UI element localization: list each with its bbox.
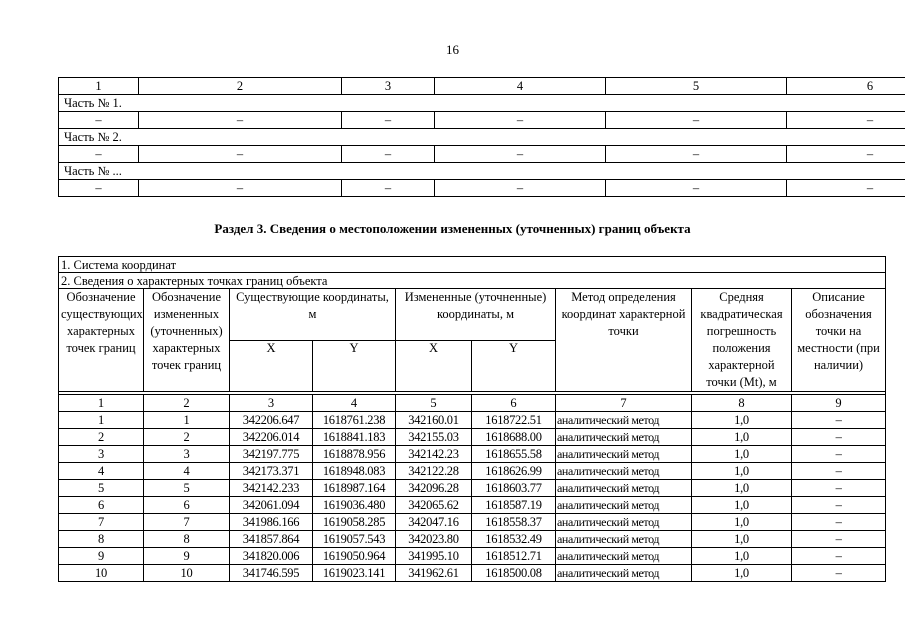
column-number-cell: 6	[472, 395, 556, 412]
column-number-cell: 1	[59, 78, 139, 95]
table-cell: –	[342, 146, 435, 163]
table-cell: 10	[59, 565, 144, 582]
table-cell: 342142.23	[396, 446, 472, 463]
table-cell: –	[435, 112, 606, 129]
table-cell: –	[792, 548, 886, 565]
table-row	[59, 548, 886, 565]
table-cell: 1	[144, 412, 230, 429]
table-cell: –	[792, 497, 886, 514]
table-cell: –	[342, 112, 435, 129]
boundary-points-row: 2. Сведения о характерных точках границ объекта	[59, 273, 886, 289]
table-cell: 1618761.238	[313, 412, 396, 429]
table-cell: аналитический метод	[556, 565, 692, 582]
table-cell: 342065.62	[396, 497, 472, 514]
table-row	[59, 146, 905, 163]
table-cell: –	[139, 146, 342, 163]
table-cell: 341986.166	[230, 514, 313, 531]
table-row	[59, 514, 886, 531]
table-cell: 342206.647	[230, 412, 313, 429]
column-number-cell: 4	[313, 395, 396, 412]
header-existing-designation: Обозначение существующих характерных точек границ	[59, 289, 144, 392]
table-cell: 342160.01	[396, 412, 472, 429]
table-cell: 4	[59, 463, 144, 480]
table-cell: –	[606, 112, 787, 129]
table-cell: 1618987.164	[313, 480, 396, 497]
column-number-cell: 2	[139, 78, 342, 95]
table-cell: 342023.80	[396, 531, 472, 548]
table-cell: аналитический метод	[556, 514, 692, 531]
table-cell: аналитический метод	[556, 412, 692, 429]
table-row	[59, 112, 905, 129]
table-cell: 1618688.00	[472, 429, 556, 446]
table-cell: 1618948.083	[313, 463, 396, 480]
table-cell: 1618841.183	[313, 429, 396, 446]
table-cell: 341746.595	[230, 565, 313, 582]
table-cell: –	[792, 531, 886, 548]
table-cell: 1618512.71	[472, 548, 556, 565]
table-cell: 9	[59, 548, 144, 565]
table-cell: 1618587.19	[472, 497, 556, 514]
table-cell: 2	[59, 429, 144, 446]
table-cell: 1,0	[692, 548, 792, 565]
table-cell: –	[139, 180, 342, 197]
table-cell: –	[342, 180, 435, 197]
table-cell: –	[139, 112, 342, 129]
column-number-cell: 5	[606, 78, 787, 95]
table-row	[59, 412, 886, 429]
table-row	[59, 446, 886, 463]
table-cell: аналитический метод	[556, 497, 692, 514]
table-cell: 1619057.543	[313, 531, 396, 548]
table-cell: –	[606, 180, 787, 197]
table-cell: –	[787, 146, 905, 163]
table-cell: 1619058.285	[313, 514, 396, 531]
header-existing-coords: Существующие координаты, м	[230, 289, 396, 341]
table-cell: 6	[144, 497, 230, 514]
column-number-cell: 6	[787, 78, 905, 95]
table-cell: 1,0	[692, 412, 792, 429]
column-number-cell: 1	[59, 395, 144, 412]
table-row	[59, 531, 886, 548]
column-number-cell: 3	[230, 395, 313, 412]
table-cell: –	[435, 146, 606, 163]
table-row	[59, 463, 886, 480]
table-cell: 342096.28	[396, 480, 472, 497]
column-number-cell: 7	[556, 395, 692, 412]
table-cell: 342197.775	[230, 446, 313, 463]
table-cell: 10	[144, 565, 230, 582]
table-cell: 1,0	[692, 497, 792, 514]
table-cell: аналитический метод	[556, 446, 692, 463]
table-cell: 342173.371	[230, 463, 313, 480]
table-cell: 342206.014	[230, 429, 313, 446]
table-cell: 3	[144, 446, 230, 463]
table-cell: аналитический метод	[556, 531, 692, 548]
table-cell: –	[59, 146, 139, 163]
table-cell: –	[792, 480, 886, 497]
table-cell: 1618532.49	[472, 531, 556, 548]
table-cell: 1,0	[692, 446, 792, 463]
table-cell: 341820.006	[230, 548, 313, 565]
header-description: Описание обозначения точки на местности (при наличии)	[792, 289, 886, 392]
header-changed-y: Y	[472, 340, 556, 392]
table-cell: 1618878.956	[313, 446, 396, 463]
table-cell: 8	[59, 531, 144, 548]
part-label: Часть № ...	[59, 163, 905, 180]
part-label: Часть № 2.	[59, 129, 905, 146]
table-cell: 6	[59, 497, 144, 514]
table-cell: 1618500.08	[472, 565, 556, 582]
table-cell: 341995.10	[396, 548, 472, 565]
table-cell: 342061.094	[230, 497, 313, 514]
table-cell: 341962.61	[396, 565, 472, 582]
page-number: 16	[446, 42, 459, 57]
table-cell: 342142.233	[230, 480, 313, 497]
coordinates-table	[58, 256, 886, 582]
table-cell: 342122.28	[396, 463, 472, 480]
table-cell: аналитический метод	[556, 480, 692, 497]
column-number-cell: 8	[692, 395, 792, 412]
table-cell: аналитический метод	[556, 463, 692, 480]
table-cell: –	[792, 429, 886, 446]
table-cell: 1618722.51	[472, 412, 556, 429]
table-cell: 7	[144, 514, 230, 531]
table-row	[59, 497, 886, 514]
table-cell: 1,0	[692, 531, 792, 548]
table-cell: –	[59, 180, 139, 197]
table-cell: 5	[59, 480, 144, 497]
header-changed-designation: Обозначение измененных (уточненных) характерных точек границ	[144, 289, 230, 392]
table-cell: 1	[59, 412, 144, 429]
table-row	[59, 565, 886, 582]
table-cell: 5	[144, 480, 230, 497]
header-existing-y: Y	[313, 340, 396, 392]
header-method: Метод определения координат характерной точки	[556, 289, 692, 392]
column-number-cell: 9	[792, 395, 886, 412]
column-number-cell: 4	[435, 78, 606, 95]
table-cell: 1619050.964	[313, 548, 396, 565]
table-cell: –	[792, 514, 886, 531]
table-cell: –	[606, 146, 787, 163]
table-cell: –	[792, 463, 886, 480]
table-cell: 1618655.58	[472, 446, 556, 463]
table-cell: 2	[144, 429, 230, 446]
table-cell: 341857.864	[230, 531, 313, 548]
section-title: Раздел 3. Сведения о местоположении измененных (уточненных) границ объекта	[214, 221, 691, 236]
table-cell: 1,0	[692, 463, 792, 480]
part-label: Часть № 1.	[59, 95, 905, 112]
table-cell: –	[792, 412, 886, 429]
table-cell: –	[435, 180, 606, 197]
header-existing-x: X	[230, 340, 313, 392]
table-cell: 1619036.480	[313, 497, 396, 514]
table-cell: 1,0	[692, 429, 792, 446]
table-cell: 1,0	[692, 565, 792, 582]
header-changed-x: X	[396, 340, 472, 392]
table-cell: 1618626.99	[472, 463, 556, 480]
table-cell: аналитический метод	[556, 548, 692, 565]
table-cell: аналитический метод	[556, 429, 692, 446]
table-cell: –	[792, 565, 886, 582]
table-cell: 9	[144, 548, 230, 565]
header-error: Средняя квадратическая погрешность положения характерной точки (Mt), м	[692, 289, 792, 392]
table-cell: 1618558.37	[472, 514, 556, 531]
coordinate-system-row: 1. Система координат	[59, 257, 886, 273]
table-cell: 7	[59, 514, 144, 531]
table-cell: –	[787, 180, 905, 197]
table-cell: 1619023.141	[313, 565, 396, 582]
table-cell: 4	[144, 463, 230, 480]
table-cell: 1,0	[692, 480, 792, 497]
column-number-cell: 2	[144, 395, 230, 412]
table-cell: –	[792, 446, 886, 463]
table-cell: 3	[59, 446, 144, 463]
table-cell: –	[59, 112, 139, 129]
table-row	[59, 480, 886, 497]
column-number-cell: 3	[342, 78, 435, 95]
table-cell: 1,0	[692, 514, 792, 531]
table-cell: 1618603.77	[472, 480, 556, 497]
header-changed-coords: Измененные (уточненные) координаты, м	[396, 289, 556, 341]
table-cell: –	[787, 112, 905, 129]
parts-table	[58, 77, 905, 197]
table-row	[59, 180, 905, 197]
column-number-cell: 5	[396, 395, 472, 412]
table-cell: 8	[144, 531, 230, 548]
table-cell: 342155.03	[396, 429, 472, 446]
table-cell: 342047.16	[396, 514, 472, 531]
table-row	[59, 429, 886, 446]
